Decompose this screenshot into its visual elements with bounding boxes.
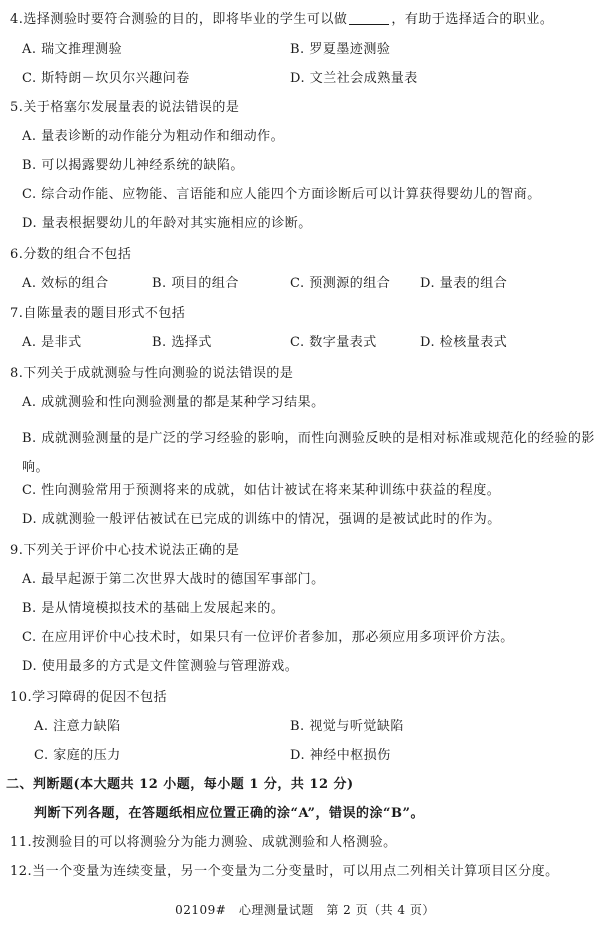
question-10-option-b: B. 视觉与听觉缺陷 <box>290 719 404 734</box>
section-2-instruction: 判断下列各题，在答题纸相应位置正确的涂“A”，错误的涂“B”。 <box>34 806 424 821</box>
question-10-options-row1 <box>0 719 610 735</box>
question-10-option-c: C. 家庭的压力 <box>34 748 121 763</box>
question-6-option-d: D. 量表的组合 <box>420 276 508 291</box>
question-9-option-b: B. 是从情境模拟技术的基础上发展起来的。 <box>22 601 285 616</box>
question-5-option-d: D. 量表根据婴幼儿的年龄对其实施相应的诊断。 <box>22 216 312 231</box>
question-4-stem <box>10 12 610 28</box>
question-10-option-a: A. 注意力缺陷 <box>34 719 121 734</box>
question-8-option-c: C. 性向测验常用于预测将来的成就，如估计被试在将来某种训练中获益的程度。 <box>22 483 501 498</box>
question-7-option-d: D. 检核量表式 <box>420 335 508 350</box>
question-10-options-row2 <box>0 748 610 764</box>
question-6-option-b: B. 项目的组合 <box>152 276 239 291</box>
page-footer: 02109# 心理测量试题 第 2 页（共 4 页） <box>175 903 435 917</box>
question-10-stem: 10.学习障碍的促因不包括 <box>10 690 168 705</box>
question-4-option-c: C. 斯特朗－坎贝尔兴趣问卷 <box>22 71 190 86</box>
question-4-options-row1 <box>0 42 610 58</box>
question-4-option-a: A. 瑞文推理测验 <box>22 42 123 57</box>
question-4-option-d: D. 文兰社会成熟量表 <box>290 71 418 86</box>
question-4-option-b: B. 罗夏墨迹测验 <box>290 42 391 57</box>
question-8-stem: 8.下列关于成就测验与性向测验的说法错误的是 <box>10 366 294 381</box>
question-10-option-d: D. 神经中枢损伤 <box>290 748 391 763</box>
question-4-stem-part2: ，有助于选择适合的职业。 <box>391 12 554 27</box>
question-11: 11.按测验目的可以将测验分为能力测验、成就测验和人格测验。 <box>10 835 397 850</box>
question-12: 12.当一个变量为连续变量，另一个变量为二分变量时，可以用点二列相关计算项目区分度。 <box>10 864 559 879</box>
question-5-option-c: C. 综合动作能、应物能、言语能和应人能四个方面诊断后可以计算获得婴幼儿的智商。 <box>22 187 541 202</box>
question-7-option-c: C. 数字量表式 <box>290 335 377 350</box>
question-5-option-b: B. 可以揭露婴幼儿神经系统的缺陷。 <box>22 158 244 173</box>
question-9-option-c: C. 在应用评价中心技术时，如果只有一位评价者参加，那必须应用多项评价方法。 <box>22 630 514 645</box>
question-8-option-d: D. 成就测验一般评估被试在已完成的训练中的情况，强调的是被试此时的作为。 <box>22 512 501 527</box>
question-8-option-b-wrapper <box>22 424 596 482</box>
question-9-stem: 9.下列关于评价中心技术说法正确的是 <box>10 543 240 558</box>
question-4-options-row2 <box>0 71 610 87</box>
question-7-option-a: A. 是非式 <box>22 335 82 350</box>
question-9-option-d: D. 使用最多的方式是文件筐测验与管理游戏。 <box>22 659 299 674</box>
question-7-option-b: B. 选择式 <box>152 335 212 350</box>
question-7-options <box>0 335 610 351</box>
question-8-option-a: A. 成就测验和性向测验测量的都是某种学习结果。 <box>22 395 325 410</box>
question-6-stem: 6.分数的组合不包括 <box>10 247 132 262</box>
question-6-option-a: A. 效标的组合 <box>22 276 109 291</box>
question-7-stem: 7.自陈量表的题目形式不包括 <box>10 306 186 321</box>
question-8-option-b: B. 成就测验测量的是广泛的学习经验的影响，而性向测验反映的是相对标准或规范化的经验的影响。 <box>22 431 595 475</box>
answer-blank <box>349 12 389 25</box>
section-2-heading: 二、判断题(本大题共 12 小题，每小题 1 分，共 12 分) <box>6 777 354 792</box>
question-5-option-a: A. 量表诊断的动作能分为粗动作和细动作。 <box>22 129 285 144</box>
question-9-option-a: A. 最早起源于第二次世界大战时的德国军事部门。 <box>22 572 325 587</box>
question-4-stem-part1: 4.选择测验时要符合测验的目的，即将毕业的学生可以做 <box>10 12 348 27</box>
question-6-option-c: C. 预测源的组合 <box>290 276 391 291</box>
question-5-stem: 5.关于格塞尔发展量表的说法错误的是 <box>10 100 240 115</box>
question-6-options <box>0 276 610 292</box>
